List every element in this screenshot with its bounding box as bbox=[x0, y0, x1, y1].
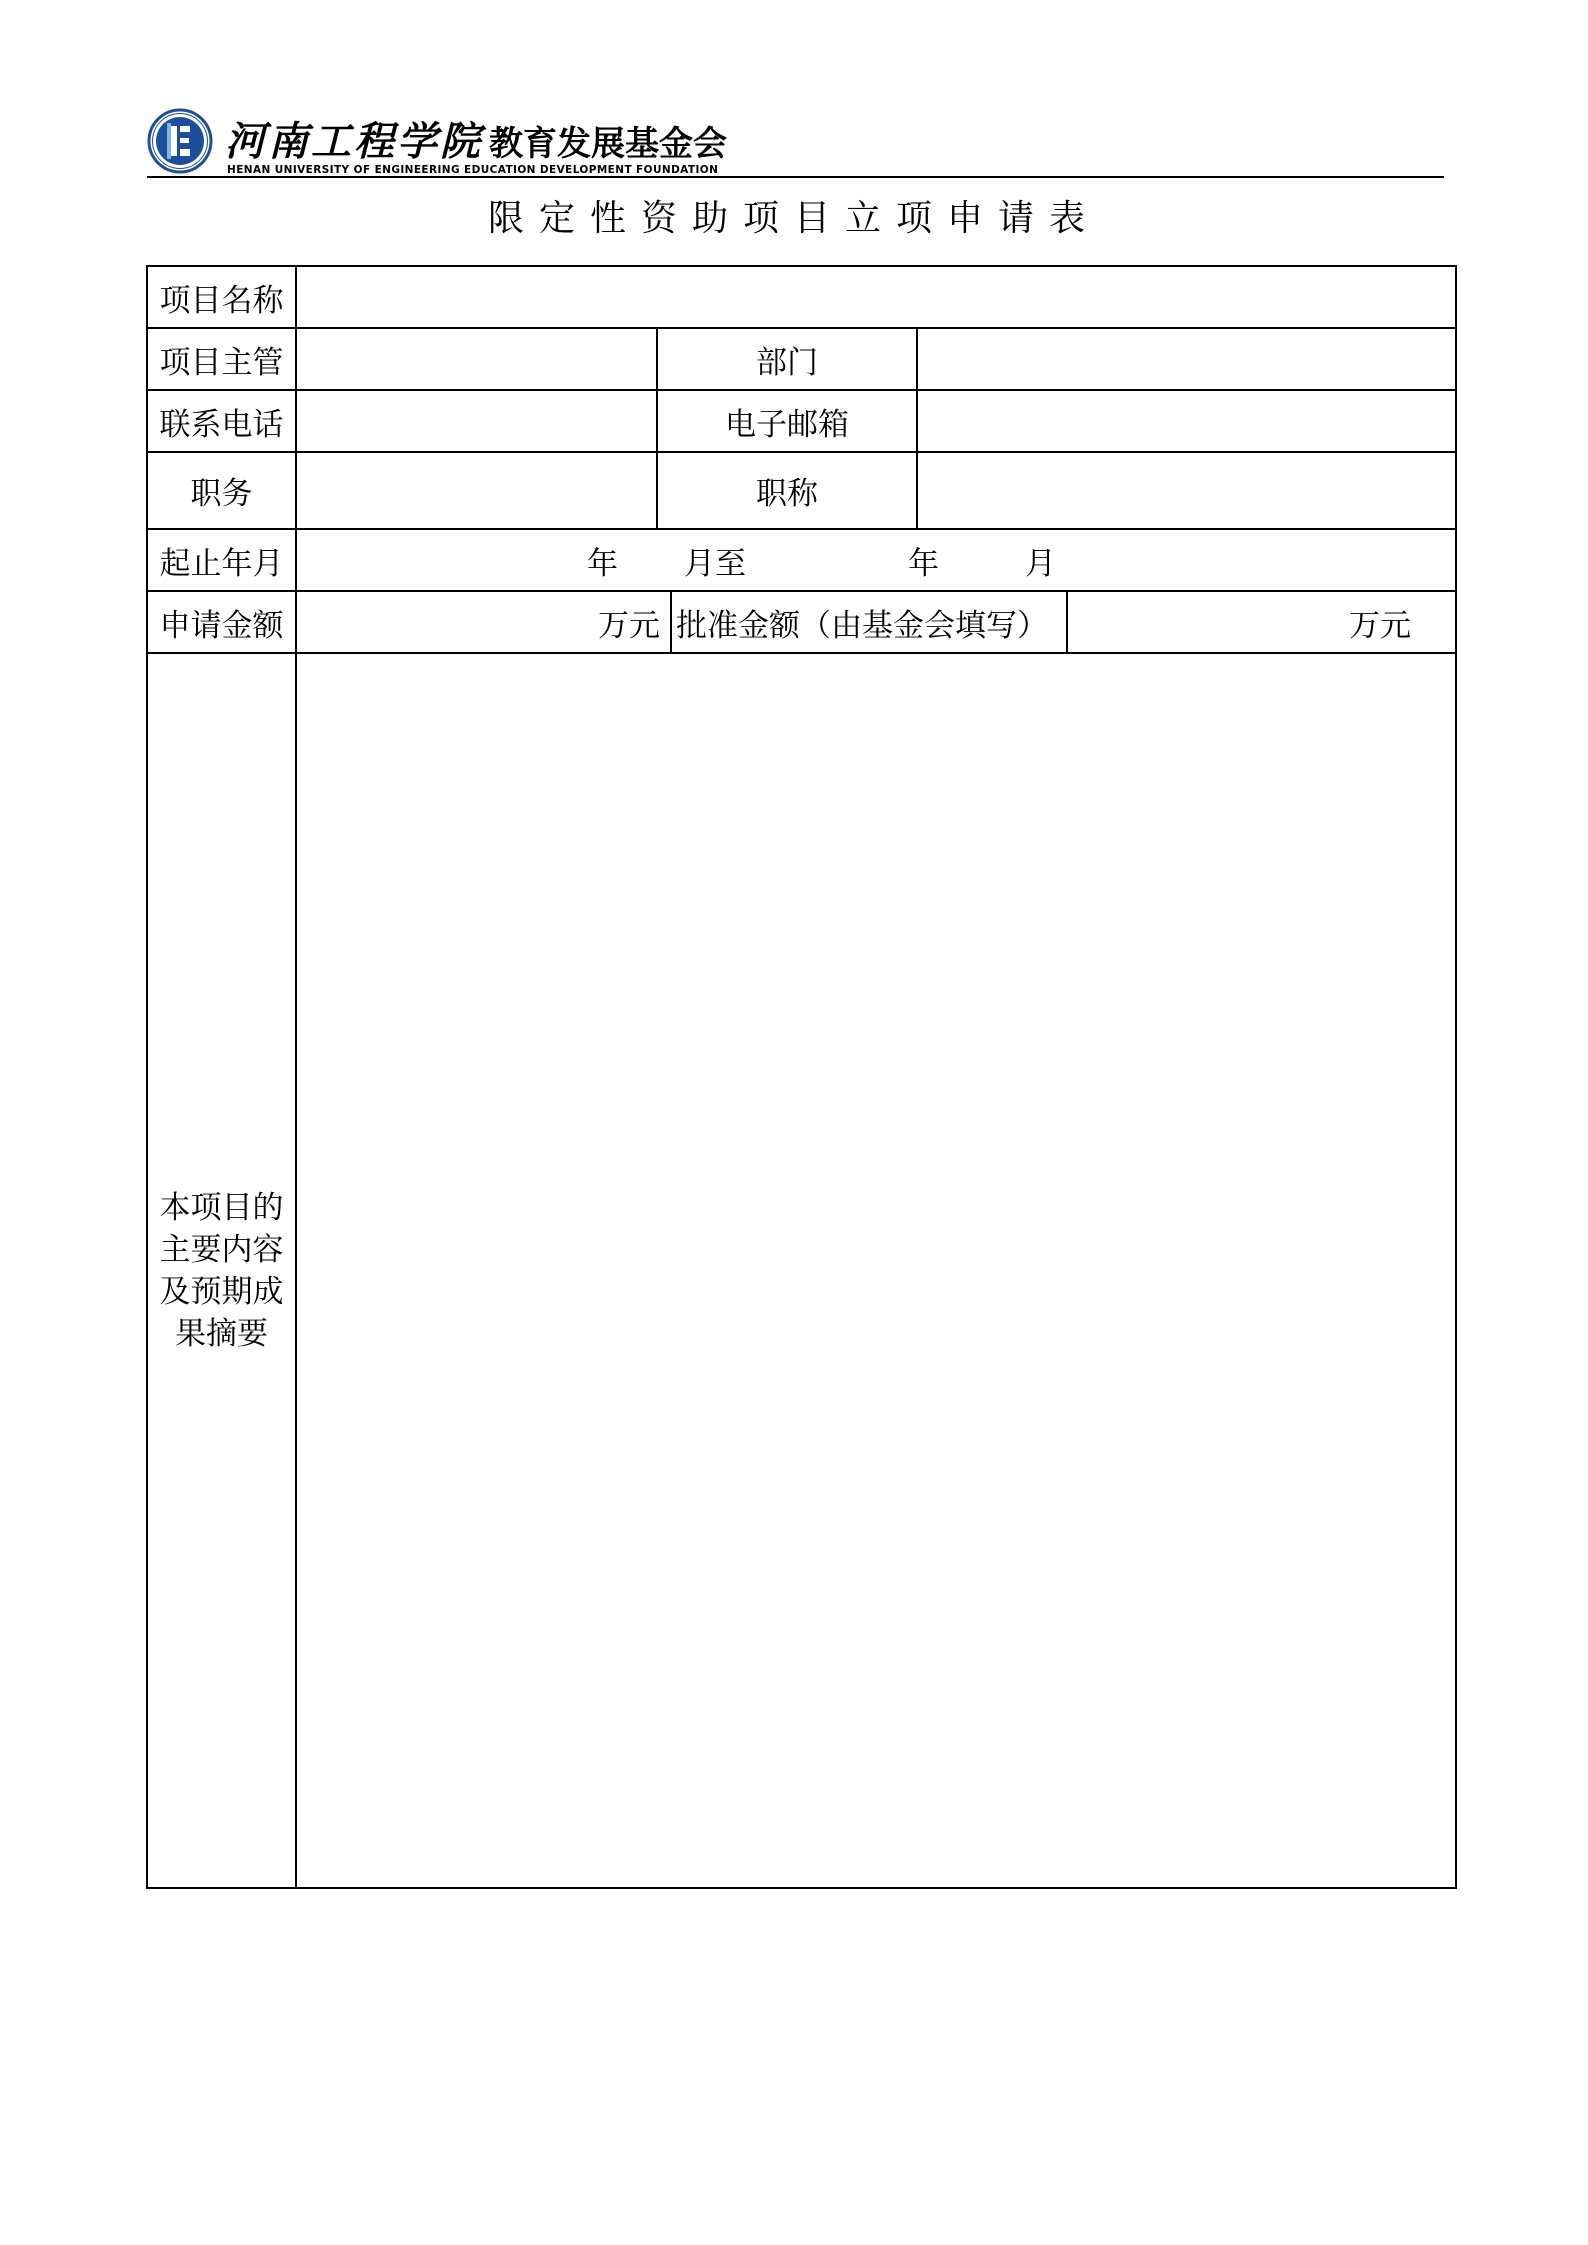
project-manager-label: 项目主管 bbox=[159, 344, 284, 381]
requested-amount-label: 申请金额 bbox=[159, 607, 284, 644]
form-title: 限定性资助项目立项申请表 bbox=[487, 198, 1100, 239]
row-project-name bbox=[148, 267, 1455, 329]
summary-label: 本项目的主要内容及预期成果摘要 bbox=[159, 1189, 284, 1352]
period-year-unit-2: 年 bbox=[908, 545, 939, 582]
position-field[interactable] bbox=[295, 453, 656, 528]
period-month-unit-2: 月 bbox=[1025, 545, 1056, 582]
row-contact bbox=[148, 391, 1455, 453]
approved-amount-unit: 万元 bbox=[1349, 607, 1411, 644]
header-divider bbox=[147, 176, 1444, 178]
period-field[interactable] bbox=[295, 530, 1455, 590]
project-manager-field[interactable] bbox=[295, 329, 656, 389]
email-label: 电子邮箱 bbox=[656, 391, 916, 451]
position-label: 职务 bbox=[190, 476, 253, 512]
brand-english-name: HENAN UNIVERSITY OF ENGINEERING EDUCATION DEVELOPMENT FOUNDATION bbox=[227, 164, 719, 176]
row-manager bbox=[148, 329, 1455, 391]
department-label: 部门 bbox=[656, 329, 916, 389]
period-month-to: 月至 bbox=[684, 545, 746, 582]
requested-amount-unit: 万元 bbox=[598, 607, 660, 644]
project-name-field[interactable] bbox=[295, 267, 1455, 327]
university-seal-icon bbox=[147, 108, 213, 174]
requested-amount-field[interactable] bbox=[295, 592, 670, 652]
row-position bbox=[148, 453, 1455, 530]
application-form bbox=[146, 265, 1457, 1889]
period-year-unit-1: 年 bbox=[587, 545, 618, 582]
letterhead bbox=[147, 108, 1447, 178]
phone-field[interactable] bbox=[295, 391, 656, 451]
email-field[interactable] bbox=[916, 391, 1455, 451]
title-rank-label: 职称 bbox=[656, 453, 916, 528]
phone-label: 联系电话 bbox=[159, 406, 284, 443]
brand-name bbox=[225, 110, 727, 167]
approved-amount-label: 批准金额（由基金会填写） bbox=[670, 592, 1066, 652]
row-summary bbox=[148, 654, 1455, 1887]
department-field[interactable] bbox=[916, 329, 1455, 389]
row-amounts bbox=[148, 592, 1455, 654]
approved-amount-field[interactable] bbox=[1066, 592, 1455, 652]
summary-field[interactable] bbox=[295, 654, 1455, 1887]
foundation-name: 教育发展基金会 bbox=[489, 124, 727, 164]
title-rank-field[interactable] bbox=[916, 453, 1455, 528]
project-name-label: 项目名称 bbox=[159, 282, 284, 319]
row-period bbox=[148, 530, 1455, 592]
school-name: 河南工程学院 bbox=[225, 118, 483, 165]
summary-label-cell bbox=[148, 654, 295, 1887]
period-label: 起止年月 bbox=[159, 545, 284, 582]
